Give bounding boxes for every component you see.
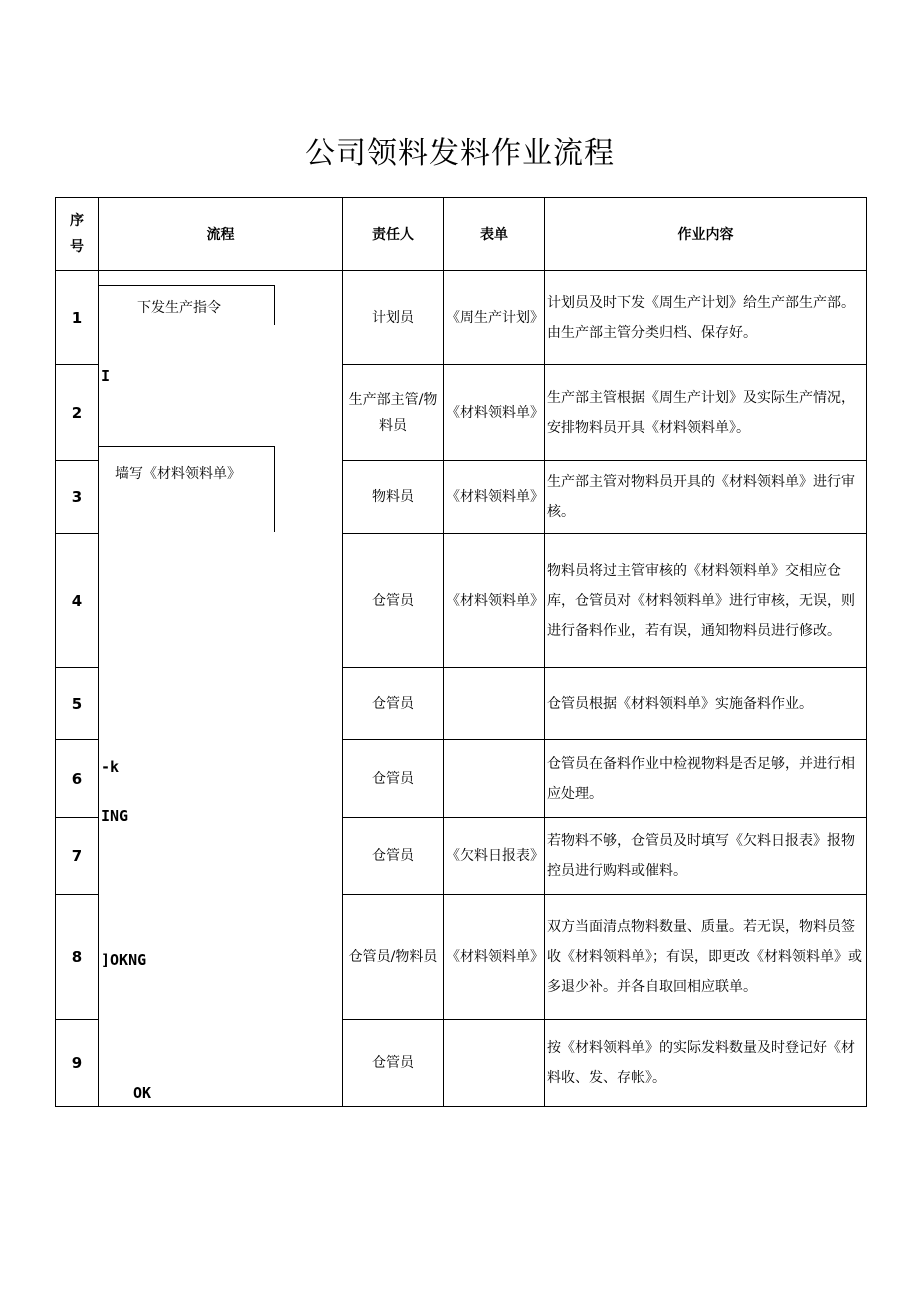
table-row (56, 271, 867, 365)
flow-step-fill-form: 墙写《材料领料单》 (115, 466, 241, 482)
row-no: 4 (56, 534, 99, 668)
row-form (444, 740, 545, 818)
row-no: 1 (56, 271, 99, 365)
page-title: 公司领料发料作业流程 (305, 136, 615, 171)
row-person: 仓管员 (343, 534, 444, 668)
row-person: 物料员 (343, 461, 444, 534)
flow-box2-right-line (274, 446, 275, 532)
row-no: 2 (56, 365, 99, 461)
header-no-line2: 号 (70, 239, 84, 255)
header-no (56, 198, 99, 271)
flow-mark-i: I (101, 367, 111, 385)
row-no: 9 (56, 1020, 99, 1107)
flow-mark-okng: ]OKNG (101, 951, 147, 969)
row-form: 《周生产计划》 (444, 271, 545, 365)
row-content: 仓管员在备料作业中检视物料是否足够，并进行相应处理。 (545, 740, 867, 818)
row-form: 《材料领料单》 (444, 461, 545, 534)
row-content: 若物料不够，仓管员及时填写《欠料日报表》报物控员进行购料或催料。 (545, 818, 867, 895)
header-flow: 流程 (99, 198, 343, 271)
row-form: 《材料领料单》 (444, 534, 545, 668)
flow-mark-ing: ING (101, 807, 129, 825)
row-person: 仓管员 (343, 668, 444, 740)
row-person: 生产部主管/物料员 (343, 365, 444, 461)
row-content: 生产部主管对物料员开具的《材料领料单》进行审核。 (545, 461, 867, 534)
header-form: 表单 (444, 198, 545, 271)
row-person: 仓管员 (343, 818, 444, 895)
flow-box2-top-line (99, 446, 275, 447)
flow-step-issue-order: 下发生产指令 (137, 300, 221, 316)
row-no: 6 (56, 740, 99, 818)
row-content: 双方当面清点物料数量、质量。若无误，物料员签收《材料领料单》；有误，即更改《材料领料单》或多退少补。并各自取回相应联单。 (545, 895, 867, 1020)
row-person: 计划员 (343, 271, 444, 365)
flow-box-right-line (274, 285, 275, 325)
header-row (56, 198, 867, 271)
flow-column (99, 271, 343, 1107)
row-content: 计划员及时下发《周生产计划》给生产部生产部。由生产部主管分类归档、保存好。 (545, 271, 867, 365)
header-no-line1: 序 (70, 213, 84, 229)
row-form: 《欠料日报表》 (444, 818, 545, 895)
flow-mark-k: -k (101, 758, 120, 776)
row-content: 物料员将过主管审核的《材料领料单》交相应仓库，仓管员对《材料领料单》进行审核，无误，则进行备料作业，若有误，通知物料员进行修改。 (545, 534, 867, 668)
flow-box-top-line (99, 285, 275, 286)
flowchart (99, 271, 342, 1106)
flow-mark-ok: OK (133, 1084, 152, 1102)
row-person: 仓管员 (343, 1020, 444, 1107)
row-content: 仓管员根据《材料领料单》实施备料作业。 (545, 668, 867, 740)
row-person: 仓管员/物料员 (343, 895, 444, 1020)
row-content: 按《材料领料单》的实际发料数量及时登记好《材料收、发、存帐》。 (545, 1020, 867, 1107)
row-form (444, 1020, 545, 1107)
row-form: 《材料领料单》 (444, 365, 545, 461)
row-no: 3 (56, 461, 99, 534)
row-form: 《材料领料单》 (444, 895, 545, 1020)
row-no: 8 (56, 895, 99, 1020)
header-person: 责任人 (343, 198, 444, 271)
process-table (55, 197, 867, 1107)
row-content: 生产部主管根据《周生产计划》及实际生产情况，安排物料员开具《材料领料单》。 (545, 365, 867, 461)
row-no: 5 (56, 668, 99, 740)
row-no: 7 (56, 818, 99, 895)
row-person: 仓管员 (343, 740, 444, 818)
header-content: 作业内容 (545, 198, 867, 271)
row-form (444, 668, 545, 740)
